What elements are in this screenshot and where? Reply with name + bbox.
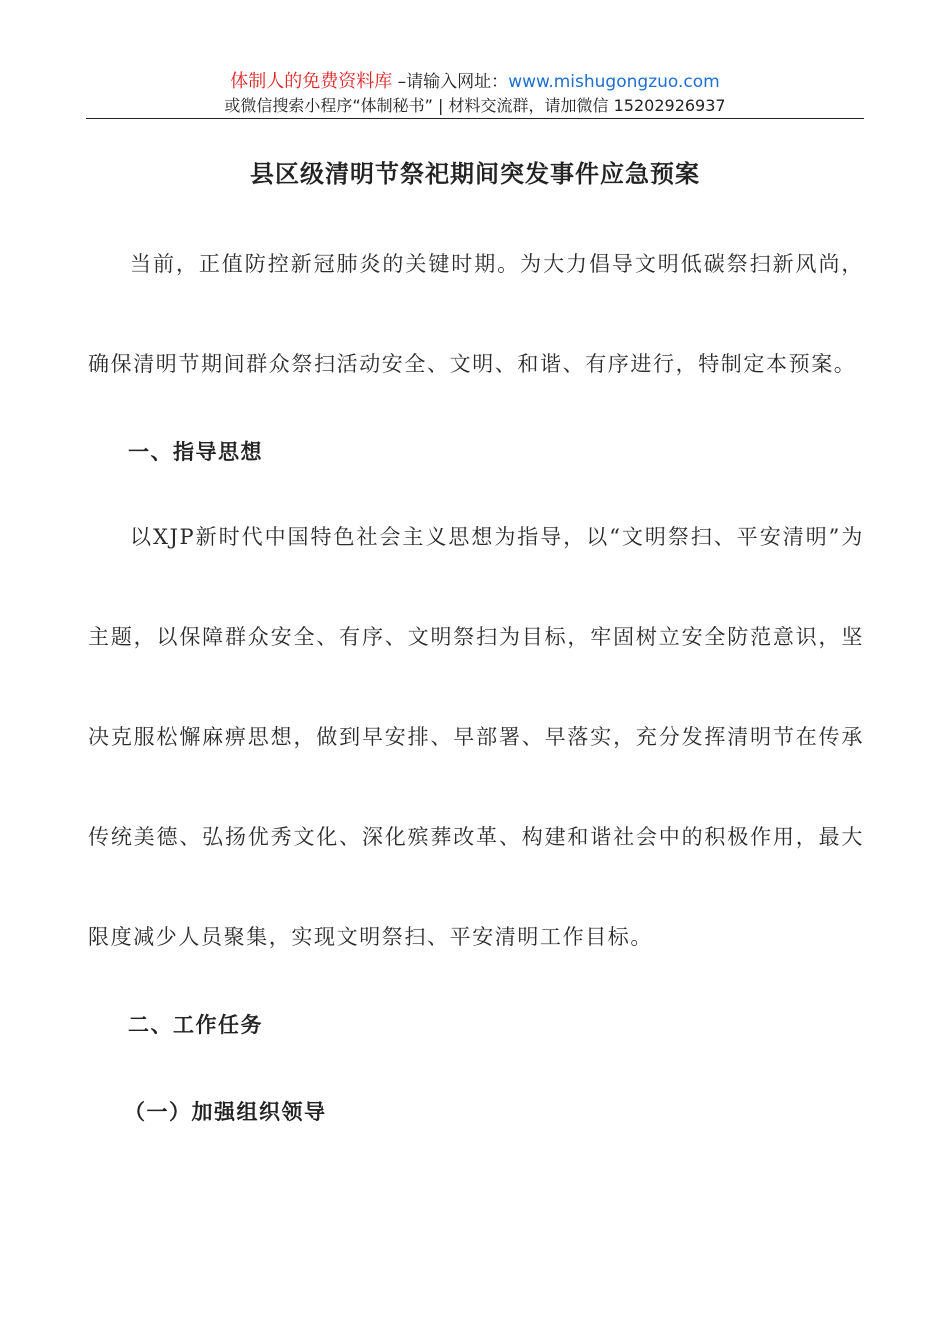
section-heading-guiding-ideology: 一、指导思想 [128, 439, 263, 464]
header-divider [86, 118, 864, 119]
header-line-1 [86, 70, 864, 94]
header-line-2: 或微信搜索小程序“体制秘书” | 材料交流群，请加微信 15202926937 [224, 96, 726, 115]
url-prompt: –请输入网址： [392, 72, 509, 92]
intro-paragraph: 当前，正值防控新冠肺炎的关键时期。为大力倡导文明低碳祭扫新风尚，确保清明节期间群众祭扫活动安全、文明、和谐、有序进行，特制定本预案。 [88, 252, 864, 376]
document-title: 县区级清明节祭祀期间突发事件应急预案 [250, 159, 700, 188]
subsection-heading-organization: （一）加强组织领导 [124, 1099, 327, 1124]
brand-name: 体制人的免费资料库 [230, 71, 393, 92]
website-link[interactable]: www.mishugongzuo.com [508, 72, 720, 92]
guiding-ideology-paragraph: 以XJP新时代中国特色社会主义思想为指导，以“文明祭扫、平安清明”为主题，以保障群众安全、有序、文明祭扫为目标，牢固树立安全防范意识，坚决克服松懈麻痹思想，做到早安排、早部署、早落实，充分发挥清明节在传承传统美德、弘扬优秀文化、深化殡葬改革、构建和谐社会中的积极作用，最大限度减少人员聚集，实现文明祭扫、平安清明工作目标。 [88, 525, 864, 949]
section-heading-work-tasks: 二、工作任务 [128, 1012, 263, 1037]
page-header [86, 70, 864, 118]
